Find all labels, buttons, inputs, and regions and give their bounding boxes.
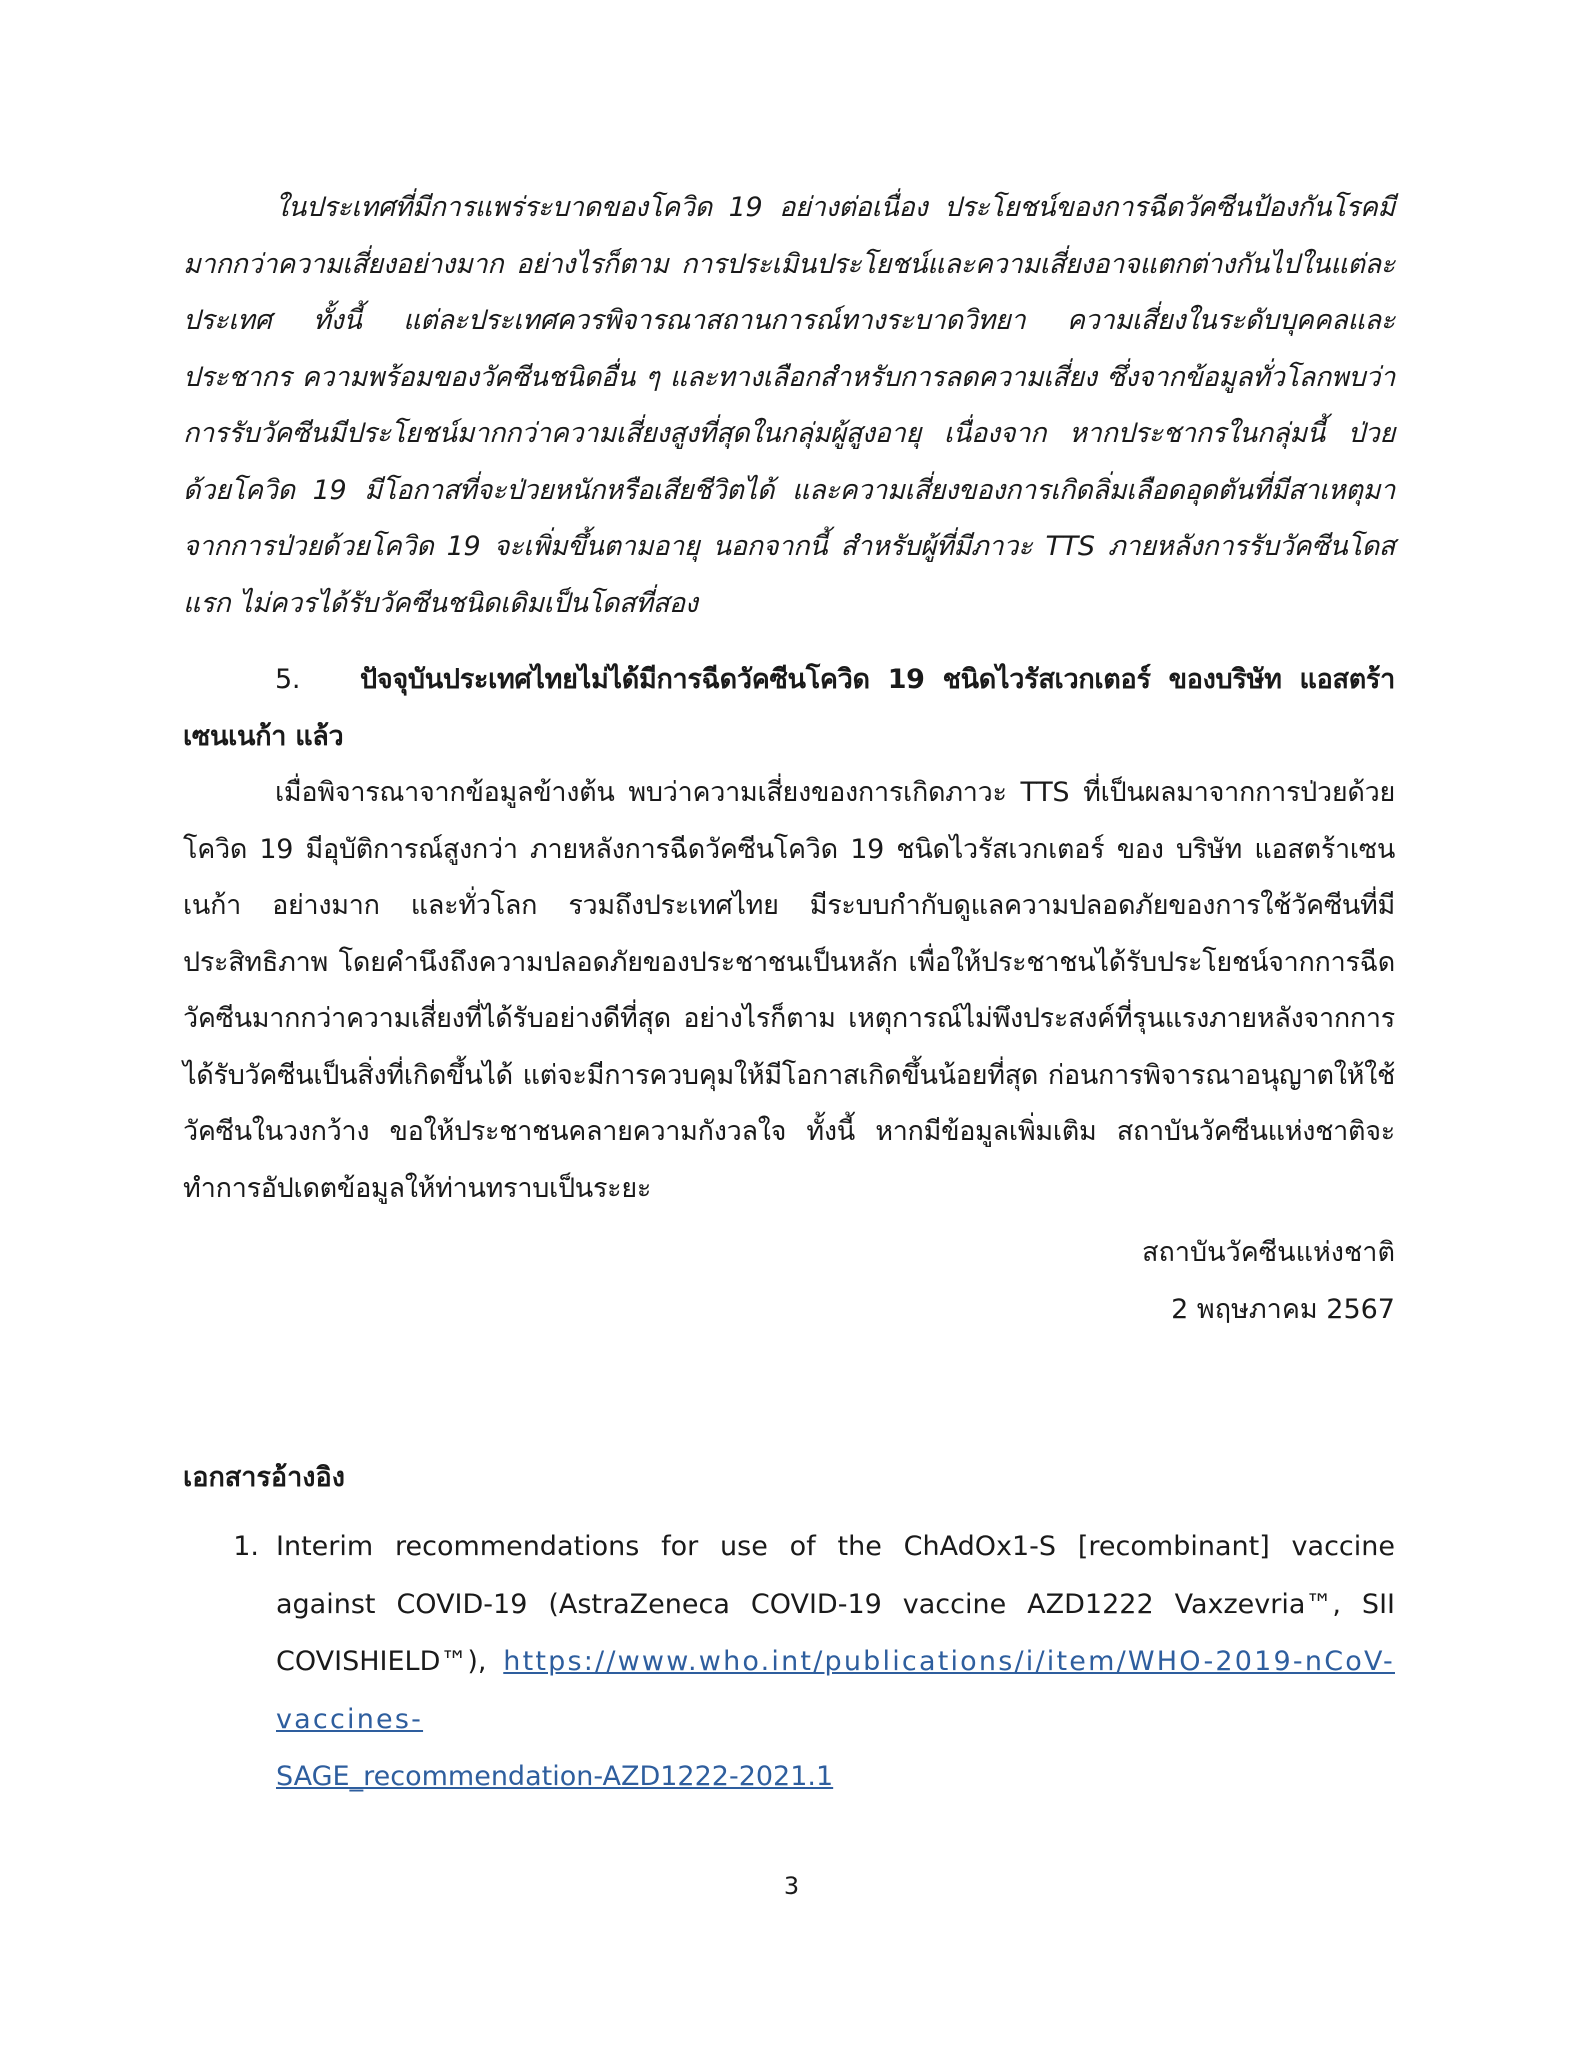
reference-text: Interim recommendations for use of the ChAdOx1-S [recombinant] vaccine against COVID-19 (AstraZeneca COVID-19 vaccine AZD1222 Vaxzevria™, SII COVISHIELD™), <box>276 1531 1395 1677</box>
reference-link[interactable]: https://www.who.int/publications/i/item/WHO-2019-nCoV-vaccines- <box>276 1646 1395 1735</box>
item-number: 5. <box>275 664 301 695</box>
paragraph-conclusion: เมื่อพิจารณาจากข้อมูลข้างต้น พบว่าความเสี่ยงของการเกิดภาวะ TTS ที่เป็นผลมาจากการป่วยด้วยโควิด 19 มีอุบัติการณ์สูงกว่า ภายหลังการฉีดวัคซีนโควิด 19 ชนิดไวรัสเวกเตอร์ ของ บริษัท แอสตร้าเซนเนก้า อย่างมาก และทั่วโลก รวมถึงประเทศไทย มีระบบกำกับดูแลความปลอดภัยของการใช้วัคซีนที่มีประสิทธิภาพ โดยคำนึงถึงความปลอดภัยของประชาชนเป็นหลัก เพื่อให้ประชาชนได้รับประโยชน์จากการฉีดวัคซีนมากกว่าความเสี่ยงที่ได้รับอย่างดีที่สุด อย่างไรก็ตาม เหตุการณ์ไม่พึงประสงค์ที่รุนแรงภายหลังจากการได้รับวัคซีนเป็นสิ่งที่เกิดขึ้นได้ แต่จะมีการควบคุมให้มีโอกาสเกิดขึ้นน้อยที่สุด ก่อนการพิจารณาอนุญาตให้ใช้วัคซีนในวงกว้าง ขอให้ประชาชนคลายความกังวลใจ ทั้งนี้ หากมีข้อมูลเพิ่มเติม สถาบันวัคซีนแห่งชาติจะทำการอัปเดตข้อมูลให้ท่านทราบเป็นระยะ <box>183 777 1395 1204</box>
reference-link-continued[interactable]: SAGE_recommendation-AZD1222-2021.1 <box>276 1761 834 1792</box>
paragraph-risk-benefit: ในประเทศที่มีการแพร่ระบาดของโควิด 19 อย่างต่อเนื่อง ประโยชน์ของการฉีดวัคซีนป้องกันโรคมีมากกว่าความเสี่ยงอย่างมาก อย่างไรก็ตาม การประเมินประโยชน์และความเสี่ยงอาจแตกต่างกันไปในแต่ละประเทศ ทั้งนี้ แต่ละประเทศควรพิจารณาสถานการณ์ทางระบาดวิทยา ความเสี่ยงในระดับบุคคลและประชากร ความพร้อมของวัคซีนชนิดอื่น ๆ และทางเลือกสำหรับการลดความเสี่ยง ซึ่งจากข้อมูลทั่วโลกพบว่า การรับวัคซีนมีประโยชน์มากกว่าความเสี่ยงสูงที่สุดในกลุ่มผู้สูงอายุ เนื่องจาก หากประชากรในกลุ่มนี้ ป่วยด้วยโควิด 19 มีโอกาสที่จะป่วยหนักหรือเสียชีวิตได้ และความเสี่ยงของการเกิดลิ่มเลือดอุดตันที่มีสาเหตุมาจากการป่วยด้วยโควิด 19 จะเพิ่มขึ้นตามอายุ นอกจากนี้ สำหรับผู้ที่มีภาวะ TTS ภายหลังการรับวัคซีนโดสแรก ไม่ควรได้รับวัคซีนชนิดเดิมเป็นโดสที่สอง <box>183 192 1395 619</box>
numbered-item-5 <box>183 652 1395 765</box>
reference-number: 1. <box>233 1531 259 1562</box>
references-list <box>183 1518 1395 1806</box>
signature-organization: สถาบันวัคซีนแห่งชาติ <box>1142 1237 1395 1268</box>
references-heading: เอกสารอ้างอิง <box>183 1462 345 1493</box>
page-number: 3 <box>783 1872 800 1900</box>
reference-body <box>276 1518 1395 1806</box>
signature-date: 2 พฤษภาคม 2567 <box>1171 1293 1395 1325</box>
reference-item <box>183 1518 1395 1806</box>
item-5-text: ปัจจุบันประเทศไทยไม่ได้มีการฉีดวัคซีนโควิด 19 ชนิดไวรัสเวกเตอร์ ของบริษัท แอสตร้าเซนเนก้า แล้ว <box>183 664 1395 752</box>
signature-block <box>1142 1225 1395 1338</box>
